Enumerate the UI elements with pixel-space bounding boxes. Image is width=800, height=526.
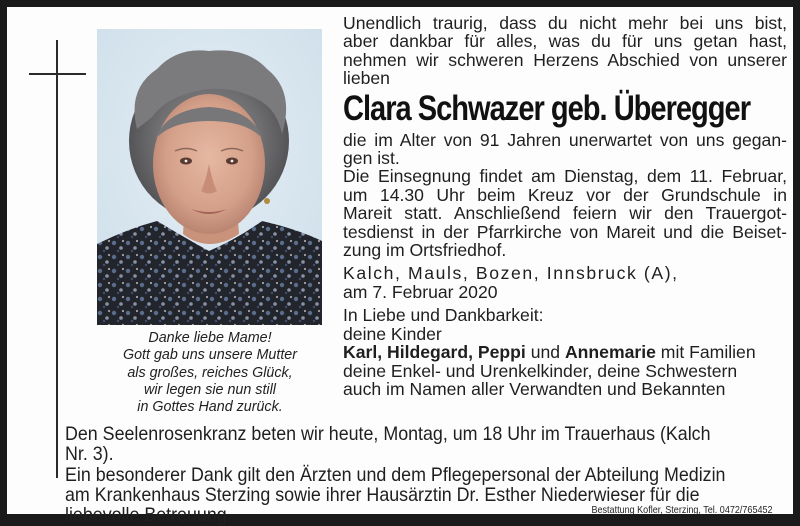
- caption-line: in Gottes Hand zurück.: [137, 399, 283, 416]
- children-and: und: [525, 342, 565, 363]
- age-line: die im Alter von 91 Jahren unerwartet von uns gegan-: [343, 129, 787, 150]
- date-line: am 7. Februar 2020: [343, 281, 498, 302]
- intro-line: nehmen wir schweren Herzens Abschied von unserer: [343, 49, 787, 70]
- thanks-line: Ein besonderer Dank gilt den Ärzten und dem Pflegepersonal der Abteilung Medizin: [65, 463, 726, 486]
- funeral-line: Die Einsegnung findet am Dienstag, dem 11. Februar,: [343, 166, 787, 187]
- children-label: deine Kinder: [343, 323, 442, 344]
- places-line: Kalch, Mauls, Bozen, Innsbruck (A),: [343, 263, 679, 284]
- portrait-photo: [97, 29, 322, 325]
- relatives-line: auch im Namen aller Verwandten und Bekannten: [343, 378, 726, 399]
- rosary-line: Den Seelenrosenkranz beten wir heute, Montag, um 18 Uhr im Trauerhaus (Kalch: [65, 423, 711, 445]
- intro-line: lieben: [343, 68, 390, 89]
- mourners-heading: In Liebe und Dankbarkeit:: [343, 305, 544, 326]
- funeral-line: zung im Ortsfriedhof.: [343, 240, 507, 261]
- cross-icon-bar: [29, 73, 86, 75]
- children-suffix: mit Familien: [655, 342, 756, 363]
- caption-line: Gott gab uns unsere Mutter: [122, 347, 298, 364]
- funeral-line: Mareit statt. Anschließend feiern wir den Trauergot-: [343, 203, 787, 224]
- funeral-home-credit: Bestattung Kofler, Sterzing, Tel. 0472/765452: [591, 504, 773, 516]
- caption-line: Danke liebe Mame!: [148, 330, 272, 346]
- deceased-name: Clara Schwazer geb. Überegger: [343, 88, 751, 128]
- rosary-line: Nr. 3).: [65, 443, 114, 466]
- intro-line: aber dankbar für alles, was du für uns getan hast,: [343, 31, 787, 52]
- funeral-line: tesdienst in der Pfarrkirche von Mareit und die Beiset-: [343, 221, 787, 242]
- obituary-notice: [7, 7, 793, 526]
- thanks-line: am Krankenhaus Sterzing sowie ihrer Hausärztin Dr. Esther Niederwieser für die: [65, 483, 700, 506]
- caption-line: wir legen sie nun still: [144, 381, 276, 398]
- children-line: [343, 343, 787, 361]
- portrait-image: [97, 29, 322, 325]
- children-name-last: Annemarie: [564, 342, 656, 363]
- photo-caption: [93, 330, 327, 416]
- cross-icon: [56, 40, 58, 478]
- intro-line: Unendlich traurig, dass du nicht mehr bei uns bist,: [343, 13, 787, 33]
- caption-line: als großes, reiches Glück,: [127, 364, 293, 381]
- notice-main-text: [343, 14, 787, 398]
- children-names: Karl, Hildegard, Peppi: [343, 342, 526, 363]
- thanks-line: liebevolle Betreuung.: [65, 504, 232, 526]
- grandchildren-line: deine Enkel- und Urenkelkinder, deine Schwestern: [343, 360, 738, 381]
- age-line: gen ist.: [343, 148, 400, 169]
- funeral-line: um 14.30 Uhr beim Kreuz vor der Grundschule in: [343, 184, 787, 205]
